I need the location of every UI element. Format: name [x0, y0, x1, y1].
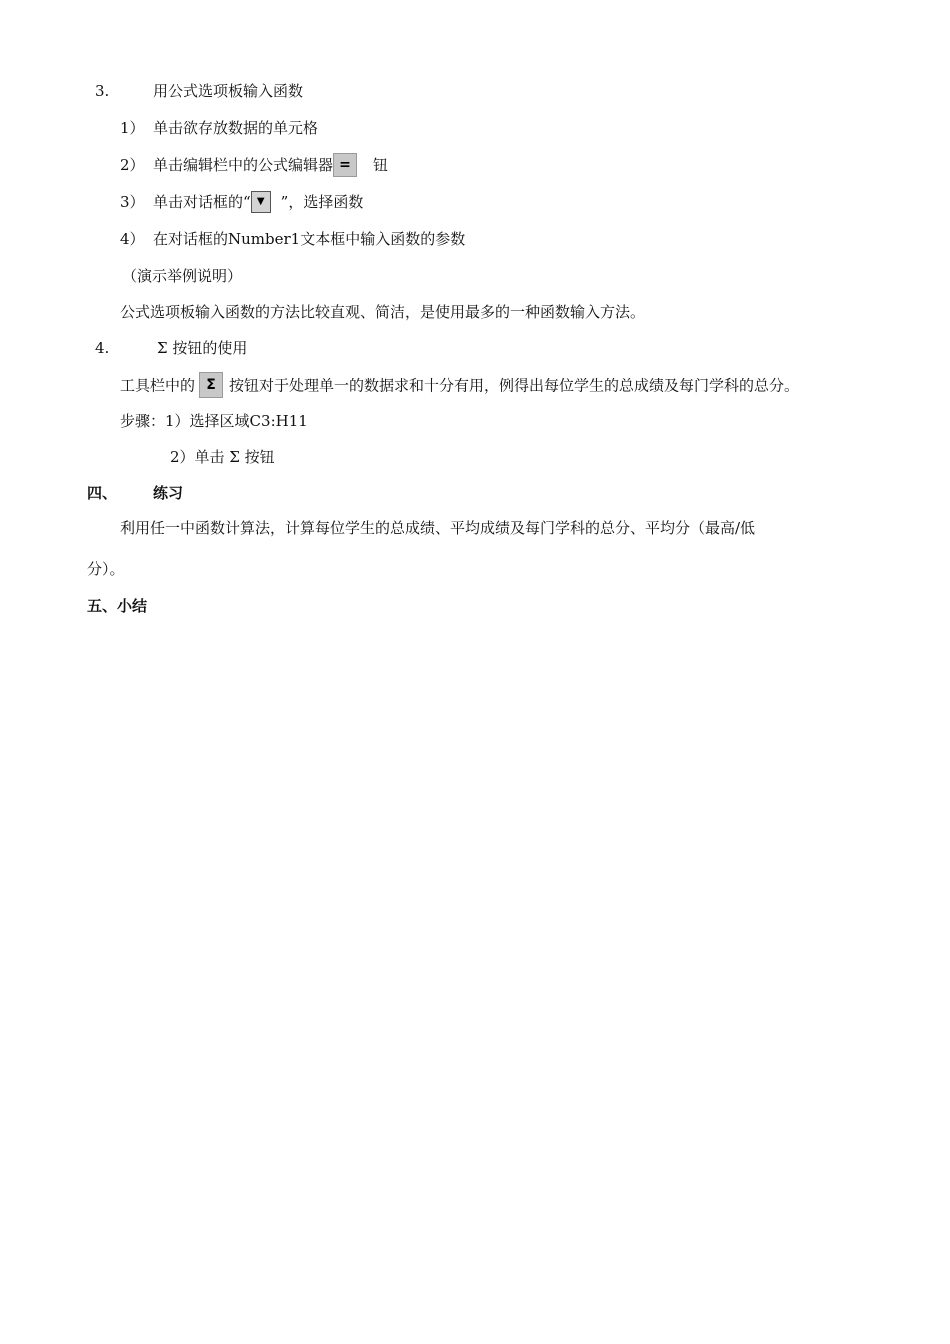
section3-step-4 — [120, 229, 466, 249]
section4-steps-line2: 2）单击 Σ 按钮 — [170, 448, 275, 466]
exercise-title: 练习 — [153, 484, 184, 502]
step-number: 3） — [120, 193, 145, 211]
section4-steps-line1: 步骤：1）选择区域C3:H11 — [120, 412, 308, 430]
section3-number: 3. — [95, 82, 110, 100]
exercise-heading — [87, 483, 184, 503]
demo-note: （演示举例说明） — [122, 267, 243, 285]
summary-heading: 五、小结 — [87, 597, 148, 615]
section3-summary: 公式选项板输入函数的方法比较直观、简洁，是使用最多的一种函数输入方法。 — [120, 303, 646, 321]
section3-heading — [95, 81, 304, 101]
section3-step-3 — [120, 192, 364, 212]
section3-step-2 — [120, 155, 389, 175]
step-text-after: ”，选择函数 — [280, 193, 364, 211]
step-text-wrap — [153, 192, 363, 213]
para-text-after: 按钮对于处理单一的数据求和十分有用，例得出每位学生的总成绩及每门学科的总分。 — [229, 376, 800, 395]
dropdown-arrow-icon: ▼ — [251, 191, 271, 213]
para-text: 工具栏中的 — [120, 376, 196, 395]
section4-number: 4. — [95, 339, 110, 357]
step-number: 1） — [120, 119, 145, 137]
section3-title: 用公式选项板输入函数 — [153, 82, 304, 100]
step-text-wrap — [153, 155, 388, 177]
step-text: 在对话框的Number1文本框中输入函数的参数 — [153, 230, 466, 248]
step-text: 单击对话框的“ — [153, 193, 251, 211]
step-number: 4） — [120, 230, 145, 248]
sigma-icon: Σ — [199, 372, 223, 398]
exercise-number: 四、 — [87, 484, 118, 502]
step-text: 单击编辑栏中的公式编辑器 — [153, 156, 334, 174]
exercise-paragraph-line1: 利用任一中函数计算法，计算每位学生的总成绩、平均成绩及每门学科的总分、平均分（最高/低 — [120, 519, 756, 537]
section4-heading — [95, 338, 248, 358]
section4-paragraph — [120, 375, 799, 398]
section4-title: Σ 按钮的使用 — [157, 339, 248, 357]
exercise-paragraph-line2: 分）。 — [87, 560, 125, 578]
equals-icon: = — [333, 153, 357, 177]
step-text-after: 钮 — [373, 156, 389, 174]
step-number: 2） — [120, 156, 145, 174]
section3-step-1 — [120, 118, 319, 138]
step-text: 单击欲存放数据的单元格 — [153, 119, 319, 137]
